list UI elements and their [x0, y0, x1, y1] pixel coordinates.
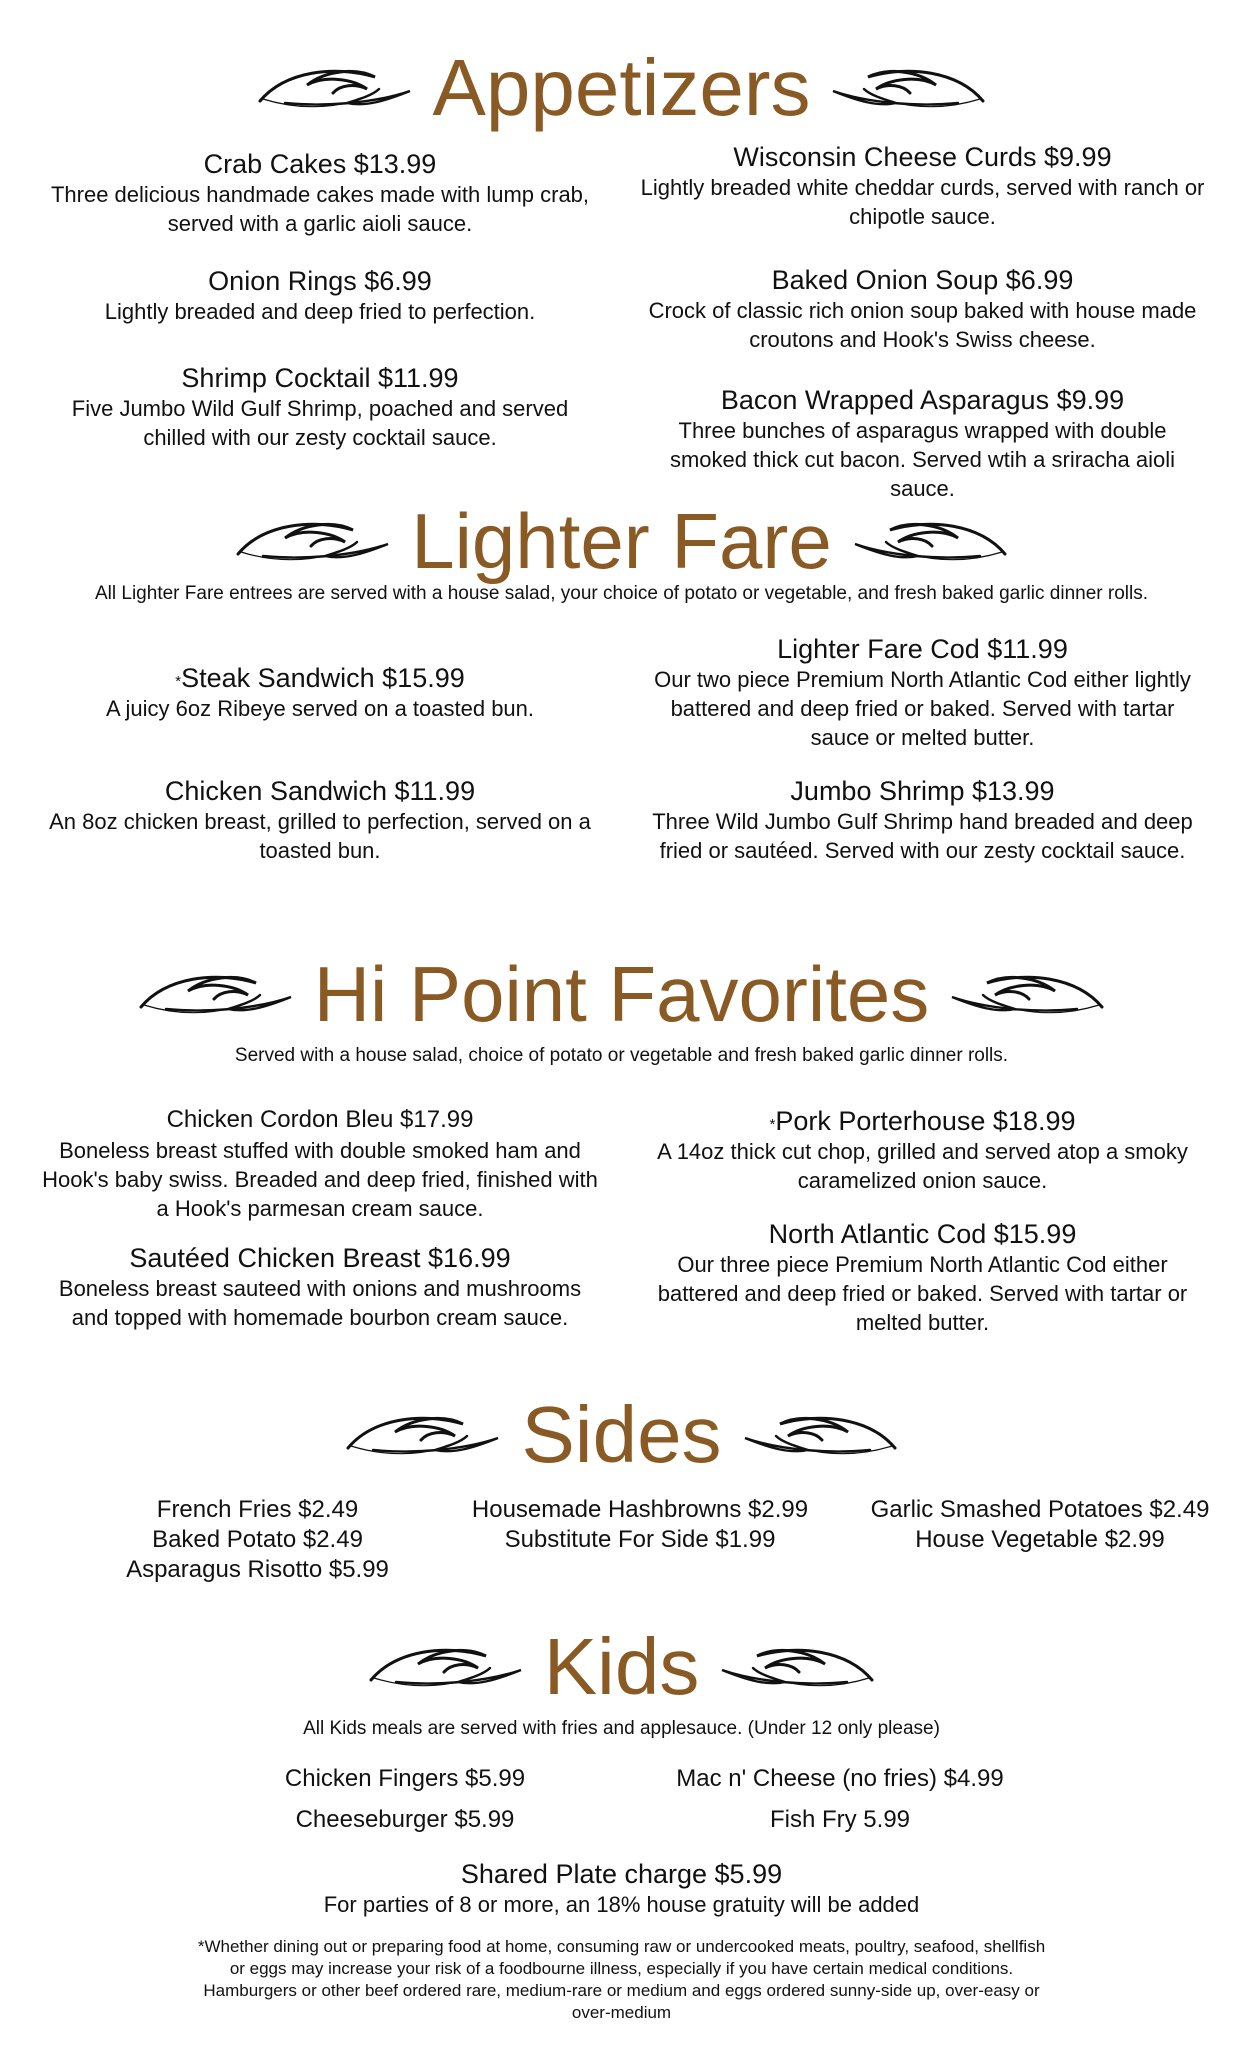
- item-desc: Crock of classic rich onion soup baked with house made croutons and Hook's Swiss cheese.: [648, 298, 1197, 352]
- sides-title: Sides: [521, 1390, 722, 1479]
- swirl-flourish-icon: [740, 1410, 900, 1460]
- item-desc: Three Wild Jumbo Gulf Shrimp hand breaded and deep fried or sautéed. Served with our zesty cocktail sauce.: [652, 809, 1193, 863]
- item-name: Bacon Wrapped Asparagus $9.99: [720, 385, 1125, 415]
- swirl-flourish-icon: [255, 63, 415, 113]
- item-name: Wisconsin Cheese Curds $9.99: [733, 142, 1112, 172]
- item-desc: Our three piece Premium North Atlantic Cod either battered and deep fried or baked. Served with tartar or melted butter.: [657, 1252, 1188, 1335]
- menu-item: [40, 1242, 600, 1332]
- side-item: House Vegetable $2.99: [915, 1526, 1165, 1553]
- sides-column: [100, 1495, 415, 1585]
- swirl-flourish-icon: [947, 969, 1107, 1019]
- item-name: Chicken Cordon Bleu $17.99: [166, 1106, 474, 1133]
- menu-item: [40, 662, 600, 723]
- lighter-fare-note: All Lighter Fare entrees are served with a house salad, your choice of potato or vegetable, and fresh baked garlic dinner rolls.: [95, 583, 1148, 604]
- item-name: Jumbo Shrimp $13.99: [790, 776, 1055, 806]
- favorites-note: Served with a house salad, choice of potato or vegetable and fresh baked garlic dinner rolls.: [234, 1045, 1009, 1066]
- lighter-fare-heading: [0, 497, 1243, 585]
- menu-item: [40, 265, 600, 326]
- side-item: Housemade Hashbrowns $2.99: [471, 1496, 809, 1523]
- item-desc: Lightly breaded white cheddar curds, served with ranch or chipotle sauce.: [640, 175, 1205, 229]
- item-desc: Boneless breast stuffed with double smoked ham and Hook's baby swiss. Breaded and deep fried, finished with a Hook's parmesan cream sauce.: [42, 1138, 598, 1221]
- kids-item: Fish Fry 5.99: [769, 1806, 911, 1833]
- swirl-flourish-icon: [366, 1642, 526, 1692]
- menu-item: [640, 141, 1205, 231]
- allergy-asterisk: *: [175, 673, 182, 690]
- item-desc: A juicy 6oz Ribeye served on a toasted bun.: [105, 696, 535, 721]
- item-name: Sautéed Chicken Breast $16.99: [129, 1243, 511, 1273]
- menu-item: [640, 264, 1205, 354]
- menu-item: [640, 1218, 1205, 1337]
- item-desc: Three bunches of asparagus wrapped with double smoked thick cut bacon. Served wtih a sriracha aioli sauce.: [669, 418, 1175, 501]
- swirl-flourish-icon: [136, 969, 296, 1019]
- menu-item: [640, 1105, 1205, 1195]
- kids-item: Mac n' Cheese (no fries) $4.99: [676, 1765, 1004, 1792]
- kids-heading: [0, 1622, 1243, 1711]
- shared-plate-charge: Shared Plate charge $5.99: [460, 1859, 783, 1889]
- swirl-flourish-icon: [828, 63, 988, 113]
- swirl-flourish-icon: [233, 516, 393, 566]
- menu-item: [640, 384, 1205, 503]
- sides-heading: [0, 1390, 1243, 1479]
- menu-item: [640, 775, 1205, 865]
- item-name: *Steak Sandwich $15.99: [175, 663, 465, 693]
- item-name: Crab Cakes $13.99: [203, 149, 437, 179]
- side-item: Asparagus Risotto $5.99: [126, 1556, 389, 1583]
- item-name: Baked Onion Soup $6.99: [771, 265, 1074, 295]
- side-item: Substitute For Side $1.99: [504, 1526, 776, 1553]
- swirl-flourish-icon: [850, 516, 1010, 566]
- shared-plate: [0, 1858, 1243, 1920]
- lighter-fare-title: Lighter Fare: [411, 497, 832, 585]
- gratuity-note: For parties of 8 or more, an 18% house gratuity will be added: [323, 1892, 920, 1917]
- appetizers-heading: [0, 43, 1243, 132]
- item-name: North Atlantic Cod $15.99: [768, 1219, 1077, 1249]
- side-item: Garlic Smashed Potatoes $2.49: [870, 1496, 1210, 1523]
- item-name: Lighter Fare Cod $11.99: [777, 634, 1068, 664]
- kids-item: Chicken Fingers $5.99: [284, 1765, 526, 1792]
- item-desc: A 14oz thick cut chop, grilled and served atop a smoky caramelized onion sauce.: [657, 1139, 1188, 1193]
- item-name: Chicken Sandwich $11.99: [164, 776, 476, 806]
- menu-item: [40, 1104, 600, 1223]
- swirl-flourish-icon: [717, 1642, 877, 1692]
- item-desc: Lightly breaded and deep fried to perfection.: [104, 299, 536, 324]
- item-desc: An 8oz chicken breast, grilled to perfection, served on a toasted bun.: [49, 809, 591, 863]
- kids-item: Cheeseburger $5.99: [295, 1806, 515, 1833]
- kids-title: Kids: [543, 1622, 700, 1711]
- menu-item: [40, 775, 600, 865]
- item-desc: Five Jumbo Wild Gulf Shrimp, poached and served chilled with our zesty cocktail sauce.: [71, 396, 569, 450]
- item-name: *Pork Porterhouse $18.99: [769, 1106, 1076, 1136]
- item-desc: Boneless breast sauteed with onions and mushrooms and topped with homemade bourbon cream sauce.: [58, 1276, 582, 1330]
- menu-item: [640, 633, 1205, 752]
- side-item: French Fries $2.49: [156, 1496, 359, 1523]
- side-item: Baked Potato $2.49: [152, 1526, 363, 1553]
- swirl-flourish-icon: [343, 1410, 503, 1460]
- menu-item: [40, 148, 600, 238]
- food-safety-disclaimer: *Whether dining out or preparing food at home, consuming raw or undercooked meats, poultry, seafood, shellfish or eggs may increase your risk of a foodbourne illness, especially if you have certain medical conditions. Hamburgers or other beef ordered rare, medium-rare or medium and eggs ordered sunny-side up, over-easy or over-medium: [197, 1937, 1046, 2022]
- item-desc: Our two piece Premium North Atlantic Cod either lightly battered and deep fried or baked. Served with tartar sauce or melted butter.: [654, 667, 1191, 750]
- item-desc: Three delicious handmade cakes made with lump crab, served with a garlic aioli sauce.: [50, 182, 590, 236]
- allergy-asterisk: *: [769, 1116, 776, 1133]
- sides-column: [855, 1495, 1225, 1555]
- item-name: Onion Rings $6.99: [208, 266, 432, 296]
- sides-column: [455, 1495, 825, 1555]
- menu-item: [40, 362, 600, 452]
- item-name: Shrimp Cocktail $11.99: [181, 363, 459, 393]
- kids-note: All Kids meals are served with fries and applesauce. (Under 12 only please): [303, 1718, 940, 1739]
- favorites-heading: [0, 950, 1243, 1038]
- favorites-title: Hi Point Favorites: [313, 950, 930, 1038]
- appetizers-title: Appetizers: [432, 43, 811, 132]
